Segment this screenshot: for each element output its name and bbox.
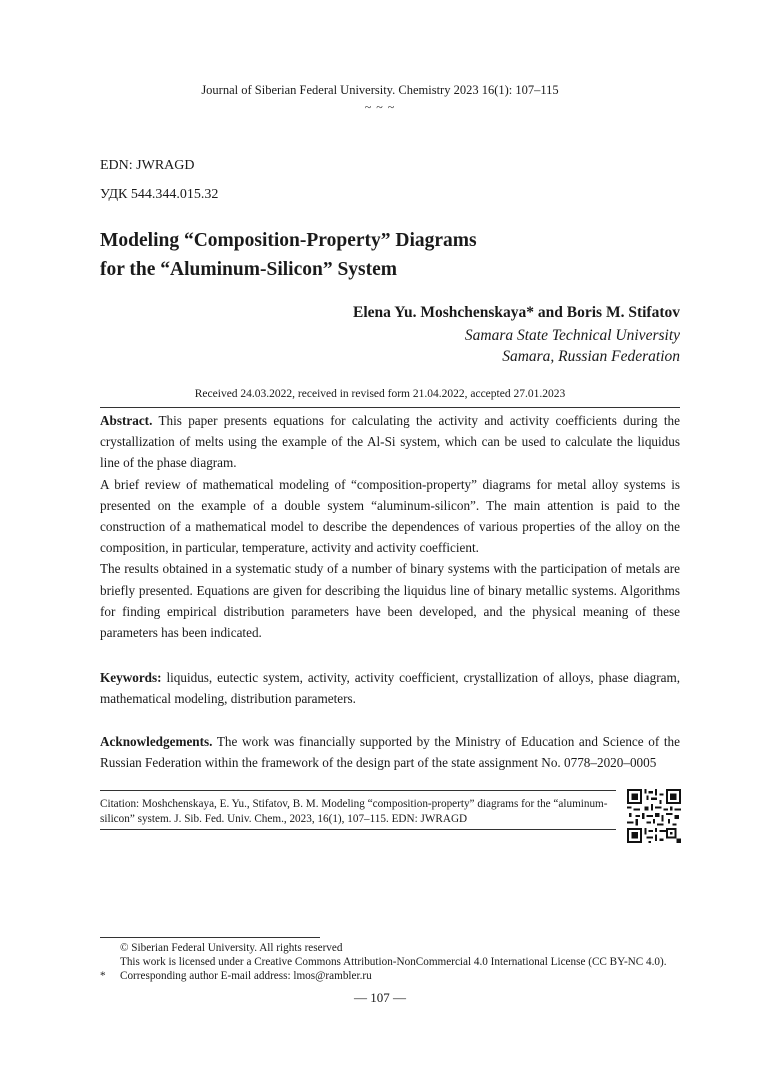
header-ornament: ~ ~ ~ (364, 100, 396, 114)
footnote-license (100, 956, 700, 970)
title-line-2: for the “Aluminum-Silicon” System (100, 259, 398, 280)
abstract-paragraph-1 (100, 410, 680, 474)
acknowledgements-text: The work was financially supported by the Ministry of Education and Science of the Russian Federation within the framework of the design part of the state assignment No. 0778–2020–0005 (100, 734, 680, 771)
acknowledgements-label: Acknowledgements. (100, 734, 213, 749)
license-text: This work is licensed under a Creative Commons Attribution-NonCommercial 4.0 International License (CC BY-NC 4.0). (120, 956, 667, 968)
abstract-paragraph-3: The results obtained in a systematic study of a number of binary systems with the participation of metals are briefly presented. Equations are given for describing the liquidus line of binary metallic systems. Algorithms for finding empirical distribution parameters have been developed, and the physical meaning of these parameters has been indicated. (100, 561, 680, 641)
keywords-section (100, 667, 680, 709)
footnote-corresponding (100, 970, 700, 984)
corresponding-author-text: Corresponding author E-mail address: lmos@rambler.ru (120, 970, 372, 982)
edn-code: EDN: JWRAGD (100, 158, 195, 173)
asterisk-mark: * (100, 970, 106, 982)
keywords-label: Keywords: (100, 670, 162, 685)
citation-divider-bottom (100, 829, 616, 830)
authors: Elena Yu. Moshchenskaya* and Boris M. Stifatov (353, 304, 680, 321)
abstract-label: Abstract. (100, 413, 153, 428)
journal-header: Journal of Siberian Federal University. Chemistry 2023 16(1): 107–115 (201, 83, 559, 97)
divider-top (100, 407, 680, 408)
copyright-text: © Siberian Federal University. All rights reserved (120, 942, 343, 954)
citation-divider-top (100, 790, 616, 791)
abstract-paragraph-2: A brief review of mathematical modeling of “composition-property” diagrams for metal alloy systems is presented on the example of a double system “aluminum-silicon”. The main attention is paid to the construction of a mathematical model to describe the dependences of various properties of the alloy on the composition, in particular, temperature, activity and activity coefficient. (100, 476, 680, 556)
abstract-section (100, 410, 680, 643)
page-number: — 107 — (354, 990, 406, 1005)
footnote-copyright (100, 942, 700, 956)
qr-code-icon[interactable] (627, 789, 681, 843)
udk-code: УДК 544.344.015.32 (100, 187, 219, 202)
title-line-1: Modeling “Composition-Property” Diagrams (100, 230, 477, 251)
keywords-text: liquidus, eutectic system, activity, activity coefficient, crystallization of alloys, phase diagram, mathematical modeling, distribution parameters. (100, 670, 680, 707)
abstract-text-1: This paper presents equations for calculating the activity and activity coefficients during the crystallization of melts using the example of the Al-Si system, which can be used to calculate the liquidus line of the phase diagram. (100, 413, 680, 471)
footnote-divider (100, 937, 320, 938)
citation: Citation: Moshchenskaya, E. Yu., Stifatov, B. M. Modeling “composition-property” diagrams for the “aluminum-silicon” system. J. Sib. Fed. Univ. Chem., 2023, 16(1), 107–115. EDN: JWRAGD (100, 798, 608, 825)
acknowledgements-section (100, 731, 680, 773)
article-title (100, 226, 680, 284)
affiliation-institution: Samara State Technical University (464, 327, 680, 344)
affiliation-location: Samara, Russian Federation (502, 348, 680, 365)
received-dates: Received 24.03.2022, received in revised form 21.04.2022, accepted 27.01.2023 (194, 388, 566, 400)
